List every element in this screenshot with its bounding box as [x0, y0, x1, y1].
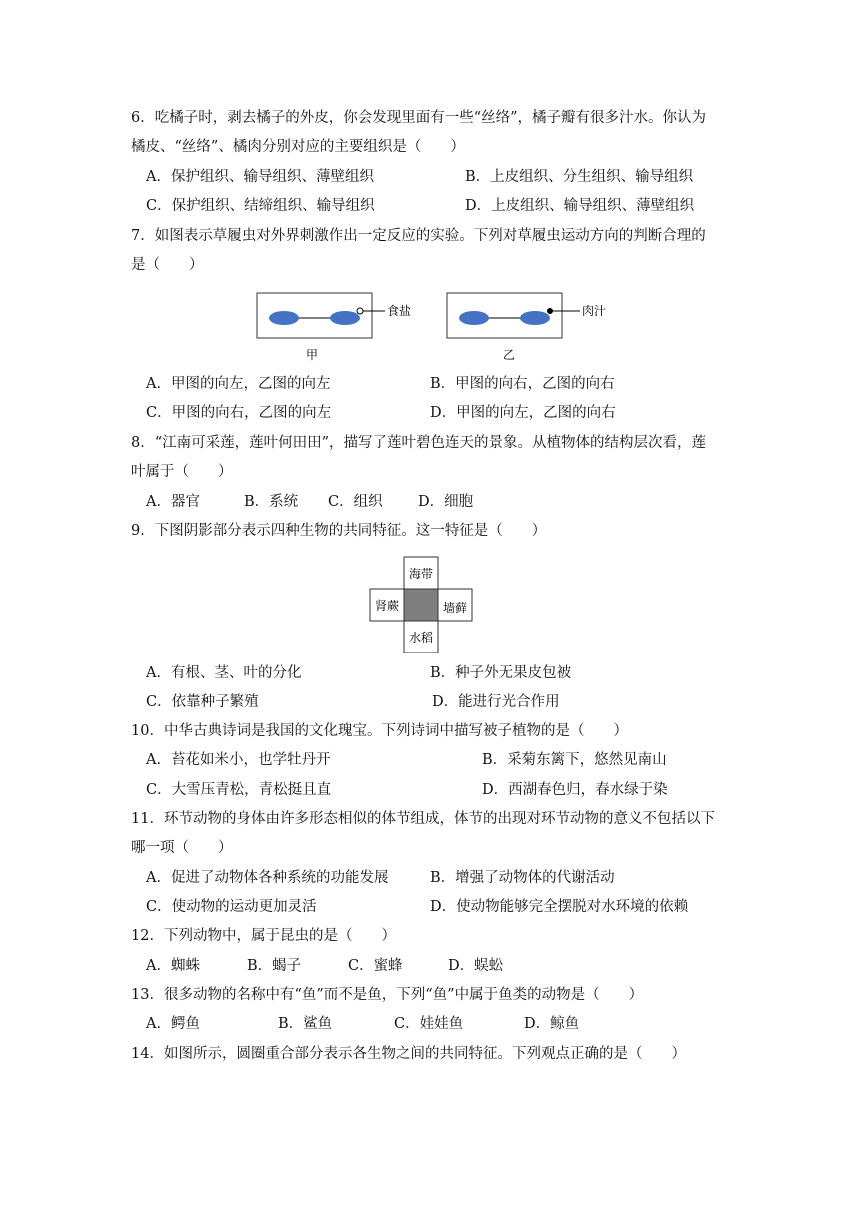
q7-option-a: A．甲图的向左，乙图的向左: [146, 376, 331, 392]
q13-option-b: B．鲨鱼: [278, 1016, 333, 1032]
label-kelp: 海带: [409, 567, 434, 581]
q6-stem-line2: 橘皮、“丝络”、橘肉分别对应的主要组织是（ ）: [131, 139, 465, 155]
q11-option-b: B．增强了动物体的代谢活动: [430, 870, 615, 886]
q10-option-d: D．西湖春色归，春水绿于染: [482, 782, 668, 798]
q11-option-a: A．促进了动物体各种系统的功能发展: [146, 870, 389, 886]
q14-stem: 14．如图所示，圆圈重合部分表示各生物之间的共同特征。下列观点正确的是（ ）: [131, 1046, 686, 1062]
shaded-common-cell: [404, 589, 438, 621]
broth-label: 肉汁: [582, 304, 607, 318]
q8-stem-line1: 8．“江南可采莲，莲叶何田田”，描写了莲叶碧色连天的景象。从植物体的结构层次看，莲: [131, 435, 707, 451]
q10-option-c: C．大雪压青松，青松挺且直: [146, 782, 332, 798]
broth-marker: [547, 308, 553, 314]
q12-option-d: D．蜈蚣: [448, 958, 504, 974]
q8-option-d: D．细胞: [418, 494, 474, 510]
culture-drop-right-jia: [330, 311, 360, 325]
caption-jia: 甲: [306, 348, 319, 362]
q11-stem-line1: 11．环节动物的身体由许多形态相似的体节组成，体节的出现对环节动物的意义不包括以下: [131, 811, 715, 827]
q11-option-d: D．使动物能够完全摆脱对水环境的依赖: [430, 899, 689, 915]
q10-option-a: A．苔花如米小，也学牡丹开: [146, 752, 331, 768]
q8-stem-line2: 叶属于（ ）: [131, 464, 233, 480]
q6-stem-line1: 6．吃橘子时，剥去橘子的外皮，你会发现里面有一些“丝络”，橘子瓣有很多汁水。你认为: [131, 110, 707, 126]
culture-drop-left-yi: [459, 311, 489, 325]
common-feature-figure: [366, 553, 480, 653]
q7-stem-line2: 是（ ）: [131, 257, 204, 273]
label-rice: 水稻: [409, 631, 434, 645]
q8-option-a: A．器官: [146, 494, 200, 510]
q13-option-a: A．鳄鱼: [146, 1016, 200, 1032]
q12-stem: 12．下列动物中，属于昆虫的是（ ）: [131, 928, 396, 944]
q10-option-b: B．采菊东篱下，悠然见南山: [482, 752, 667, 768]
q13-stem: 13．很多动物的名称中有“鱼”而不是鱼，下列“鱼”中属于鱼类的动物是（ ）: [131, 987, 644, 1003]
q11-stem-line2: 哪一项（ ）: [131, 840, 233, 856]
q6-option-a: A．保护组织、输导组织、薄壁组织: [146, 169, 374, 185]
q6-option-c: C．保护组织、结缔组织、输导组织: [146, 198, 375, 214]
q12-option-b: B．蝎子: [247, 958, 302, 974]
q9-option-d: D．能进行光合作用: [432, 694, 560, 710]
q12-option-a: A．蜘蛛: [146, 958, 200, 974]
q7-option-d: D．甲图的向左，乙图的向右: [430, 405, 616, 421]
q7-option-c: C．甲图的向右，乙图的向左: [146, 405, 332, 421]
culture-drop-right-yi: [520, 311, 550, 325]
q6-option-d: D．上皮组织、输导组织、薄壁组织: [465, 198, 695, 214]
culture-drop-left-jia: [269, 311, 299, 325]
q9-option-c: C．依靠种子繁殖: [146, 694, 259, 710]
label-moss: 墙藓: [443, 601, 468, 615]
q10-stem: 10．中华古典诗词是我国的文化瑰宝。下列诗词中描写被子植物的是（ ）: [131, 723, 628, 739]
salt-label: 食盐: [387, 304, 412, 318]
q9-option-a: A．有根、茎、叶的分化: [146, 665, 302, 681]
q12-option-c: C．蜜蜂: [348, 958, 403, 974]
q9-stem: 9．下图阴影部分表示四种生物的共同特征。这一特征是（ ）: [131, 523, 547, 539]
q7-option-b: B．甲图的向右，乙图的向右: [430, 376, 615, 392]
q7-stem-line1: 7．如图表示草履虫对外界刺激作出一定反应的实验。下列对草履虫运动方向的判断合理的: [131, 228, 706, 244]
label-fern: 肾蕨: [375, 599, 400, 613]
q8-option-b: B．系统: [244, 494, 299, 510]
q13-option-d: D．鲸鱼: [524, 1016, 580, 1032]
caption-yi: 乙: [503, 348, 516, 362]
q8-option-c: C．组织: [328, 494, 383, 510]
q11-option-c: C．使动物的运动更加灵活: [146, 899, 317, 915]
q6-option-b: B．上皮组织、分生组织、输导组织: [465, 169, 694, 185]
q9-option-b: B．种子外无果皮包被: [430, 665, 572, 681]
q13-option-c: C．娃娃鱼: [394, 1016, 464, 1032]
paramecium-figure: [250, 288, 630, 368]
salt-marker: [357, 308, 363, 314]
